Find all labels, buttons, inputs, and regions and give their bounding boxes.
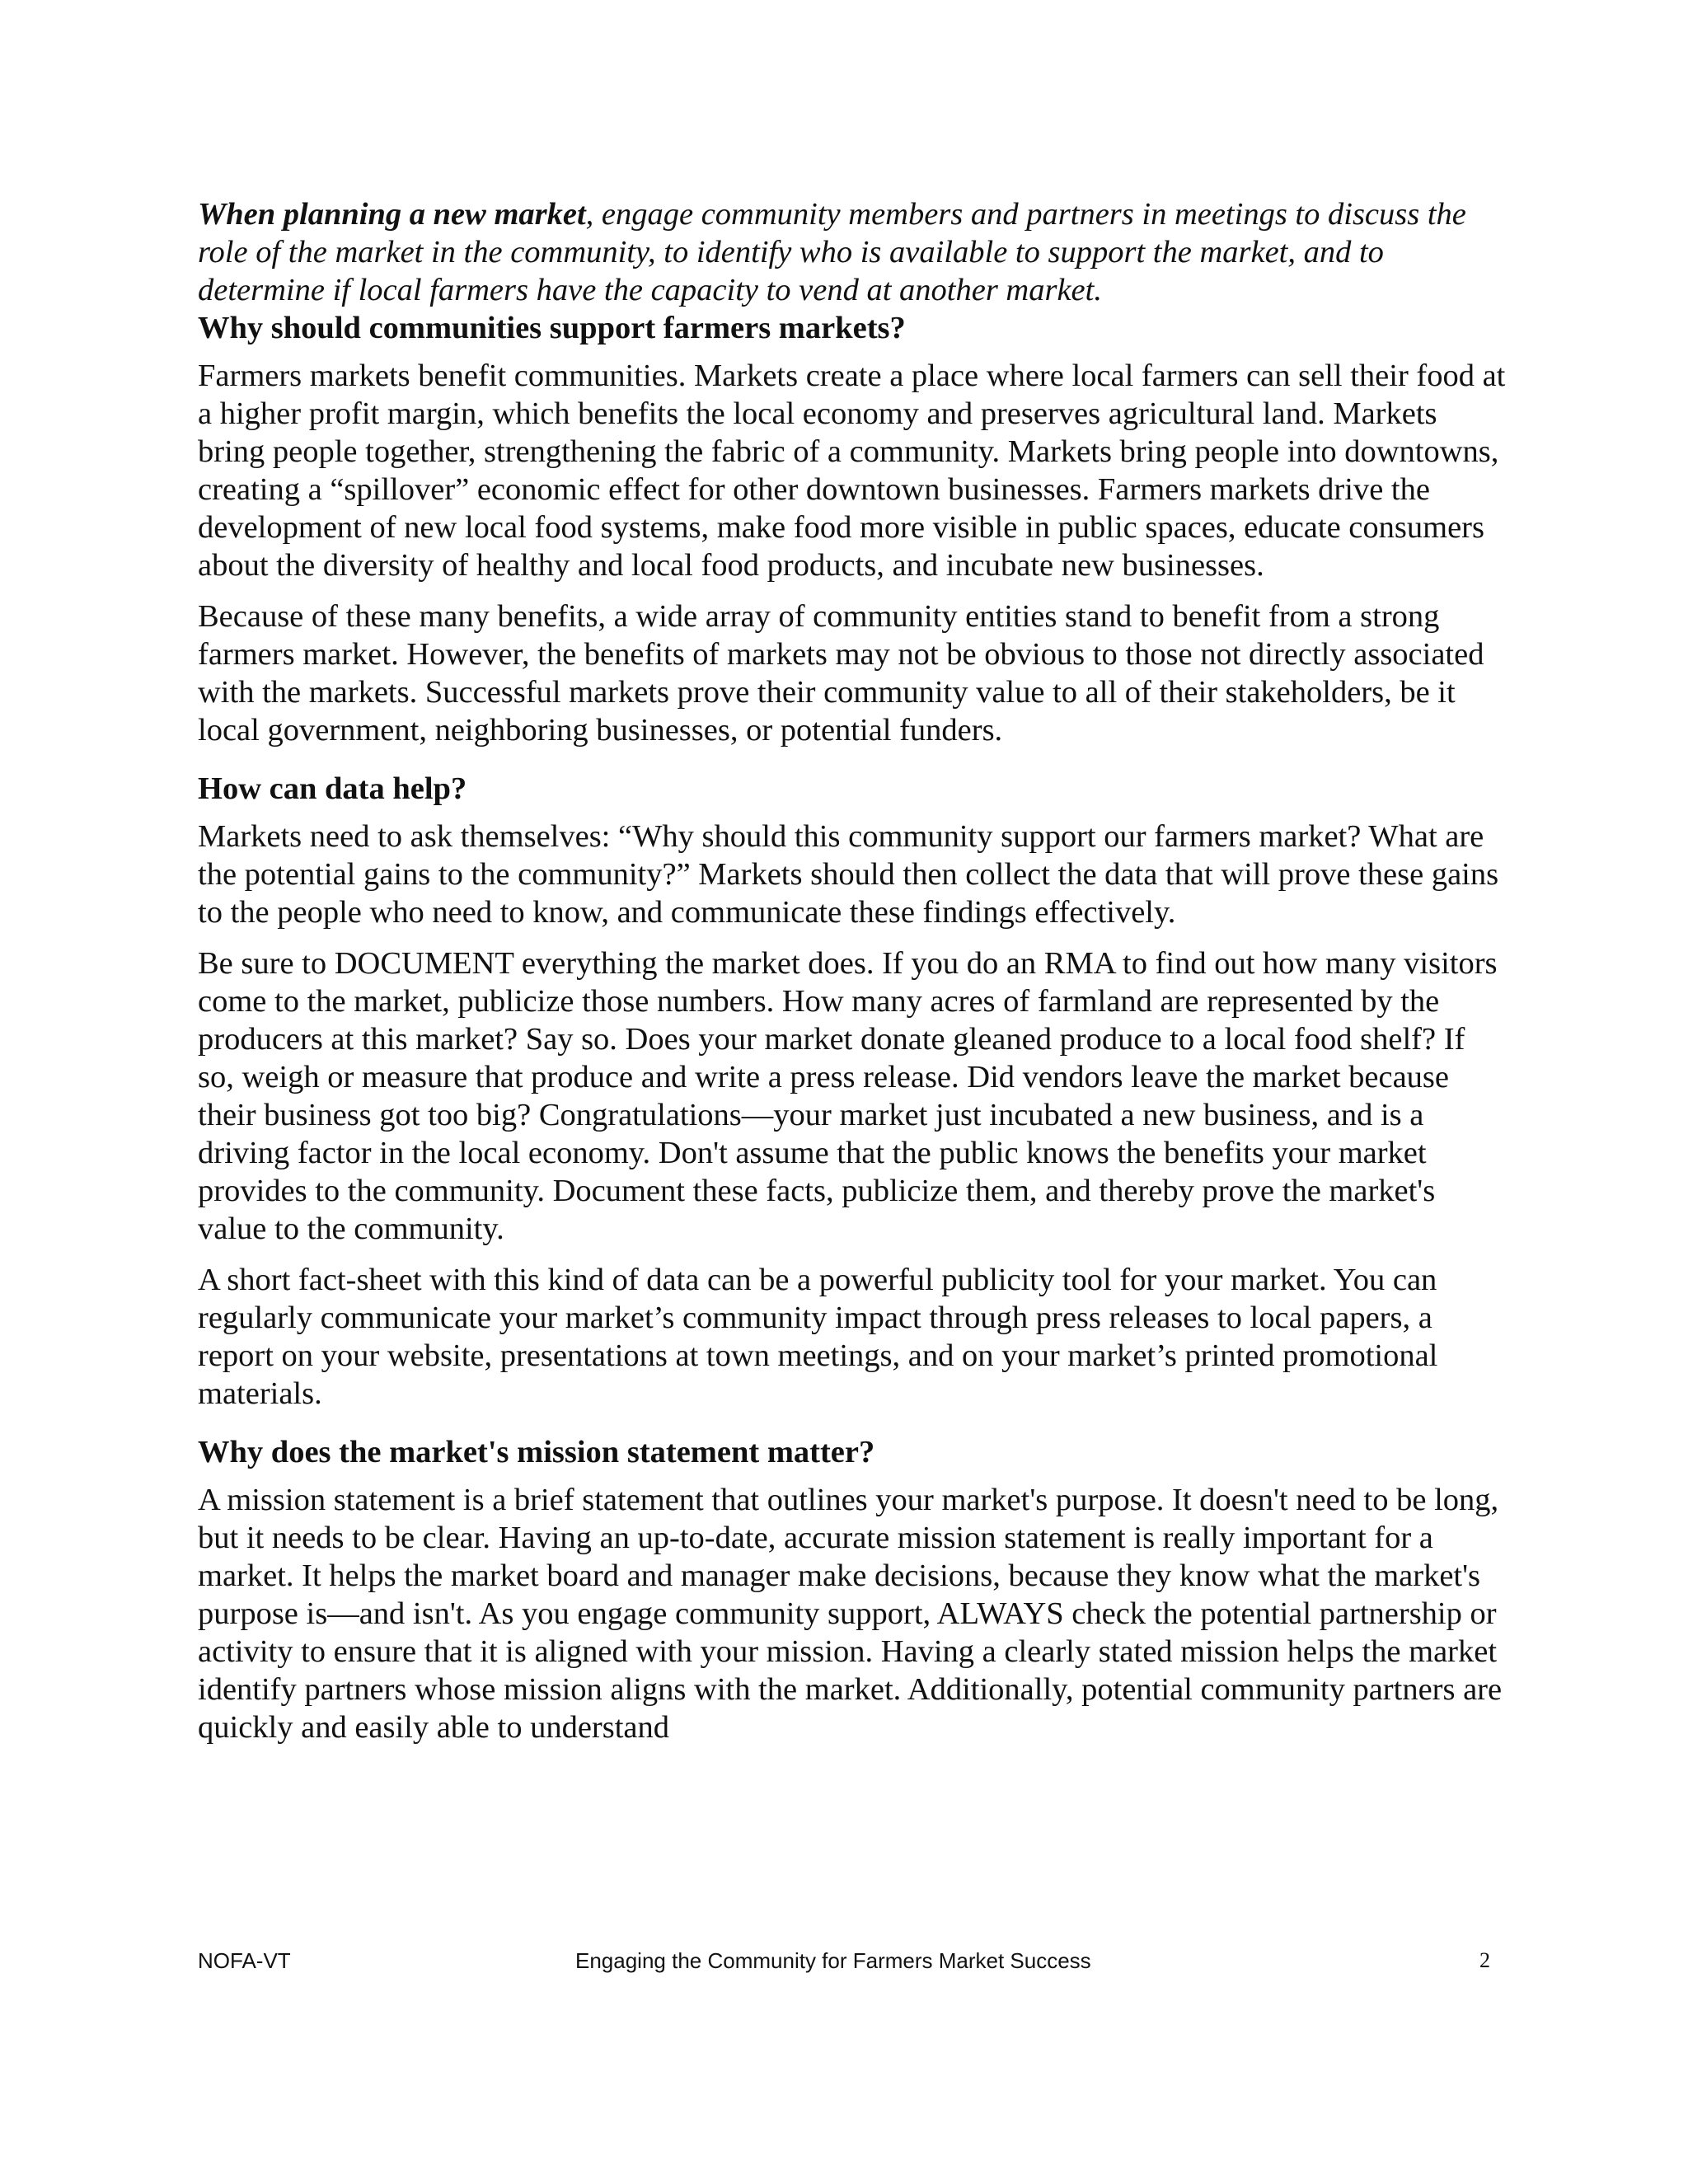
- page-content: [198, 195, 1508, 1746]
- section-heading-mission: Why does the market's mission statement matter?: [198, 1435, 875, 1469]
- intro-lead: When planning a new market: [198, 197, 586, 232]
- page-footer: [198, 1946, 1490, 1975]
- paragraph-mission: A mission statement is a brief statement that outlines your market's purpose. It doesn't need to be long, but it needs to be clear. Having an up-to-date, accurate mission statement is really important for a market. It helps the market board and manager make decisions, because they know what the market's purpose is—and isn't. As you engage community support, ALWAYS check the potential partnership or activity to ensure that it is aligned with your mission. Having a clearly stated mission helps the market identify partners whose mission aligns with the market. Additionally, potential community partners are quickly and easily able to understand: [198, 1483, 1503, 1745]
- page-number: 2: [1479, 1948, 1490, 1972]
- section-heading-data-help: How can data help?: [198, 771, 467, 806]
- footer-org: NOFA-VT: [198, 1948, 291, 1973]
- paragraph-benefits: Farmers markets benefit communities. Markets create a place where local farmers can sell their food at a higher profit margin, which benefits the local economy and preserves agricultural land. Markets bring people together, strengthening the fabric of a community. Markets bring people into downtowns, creating a “spillover” economic effect for other downtown businesses. Farmers markets drive the development of new local food systems, make food more visible in public spaces, educate consumers about the diversity of healthy and local food products, and incubate new businesses.: [198, 359, 1506, 583]
- paragraph-document: Be sure to DOCUMENT everything the market does. If you do an RMA to find out how many visitors come to the market, publicize those numbers. How many acres of farmland are represented by the producers at this market? Say so. Does your market donate gleaned produce to a local food shelf? If so, weigh or measure that produce and write a press release. Did vendors leave the market because their business got too big? Congratulations—your market just incubated a new business, and is a driving factor in the local economy. Don't assume that the public knows the benefits your market provides to the community. Document these facts, publicize them, and thereby prove the market's value to the community.: [198, 946, 1498, 1246]
- paragraph-ask-themselves: Markets need to ask themselves: “Why should this community support our farmers market? What are the potential gains to the community?” Markets should then collect the data that will prove these gains to the people who need to know, and communicate these findings effectively.: [198, 819, 1499, 930]
- section-heading-why-support: Why should communities support farmers markets?: [198, 311, 906, 345]
- intro-text: , engage community members and partners in meetings to discuss the role of the market in the community, to identify who is available to support the market, and to determine if local farmers have the capacity to vend at another market.: [198, 197, 1466, 307]
- paragraph-fact-sheet: A short fact-sheet with this kind of data can be a powerful publicity tool for your market. You can regularly communicate your market’s community impact through press releases to local papers, a report on your website, presentations at town meetings, and on your market’s printed promotional materials.: [198, 1263, 1438, 1411]
- intro-paragraph: [198, 195, 1508, 309]
- footer-title: Engaging the Community for Farmers Market Success: [575, 1948, 1091, 1973]
- paragraph-stakeholders: Because of these many benefits, a wide array of community entities stand to benefit from a strong farmers market. However, the benefits of markets may not be obvious to those not directly associated with the markets. Successful markets prove their community value to all of their stakeholders, be it local government, neighboring businesses, or potential funders.: [198, 599, 1484, 748]
